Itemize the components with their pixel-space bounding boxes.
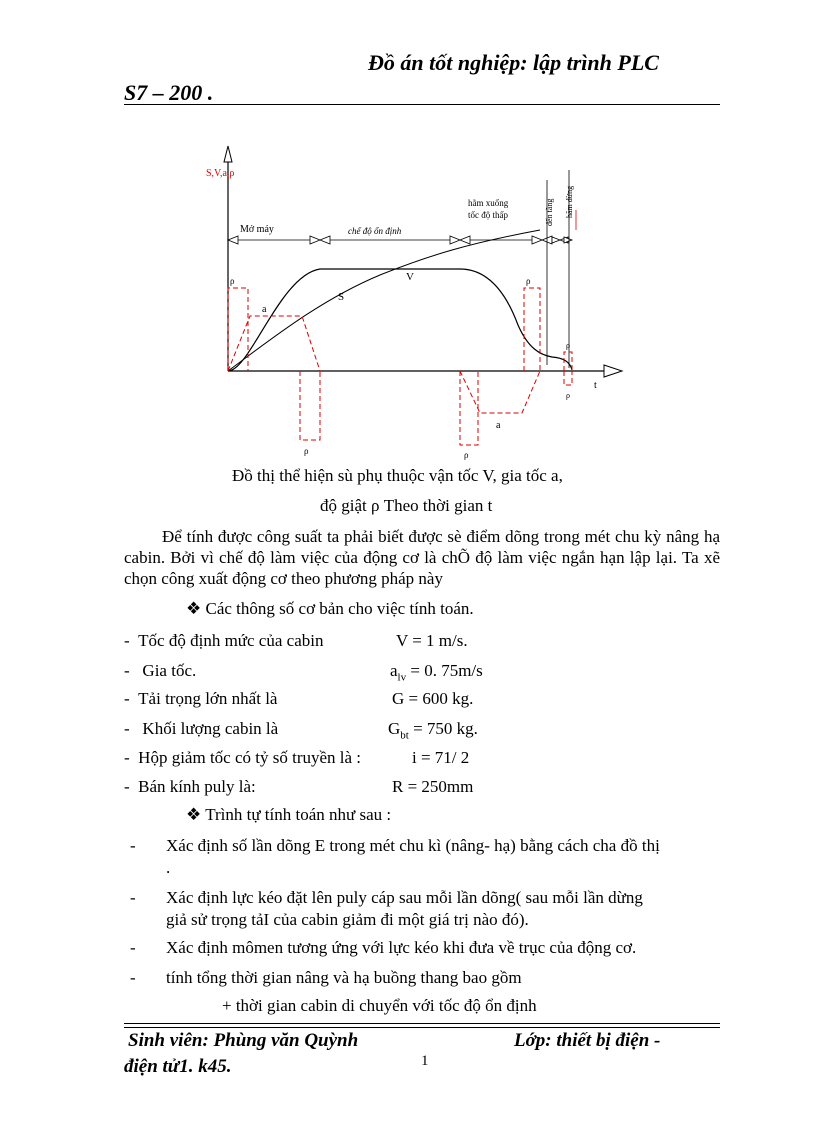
param-label: Bán kính puly là: — [138, 777, 256, 796]
jerk-label-2: ρ — [304, 446, 309, 456]
param-label: Tải trọng lớn nhất là — [138, 689, 278, 708]
footer-class-cont: điện tử1. k45. — [124, 1056, 232, 1077]
jerk-label-5: ρ — [566, 341, 570, 350]
footer-class: Lớp: thiết bị điện - — [514, 1030, 661, 1051]
param-row: - Gia tốc. — [124, 661, 197, 680]
param-value: $G_{bt} = 750$ kg. — [388, 719, 478, 742]
caption-line-2: độ giật ρ Theo thời gian t — [320, 496, 493, 515]
phase-steady-label: chế độ ổn định — [348, 226, 402, 236]
step-text: Xác định mômen tương ứng với lực kéo khi đưa về trục của động cơ. — [166, 938, 637, 957]
header-rule — [124, 104, 720, 105]
param-row: - Hộp giảm tốc có tỷ số truyền là : — [124, 748, 362, 767]
section1-heading — [186, 599, 474, 619]
jerk-label-1: ρ — [230, 276, 235, 286]
param-label: Khối lượng cabin là — [142, 719, 279, 738]
x-axis-arrow-icon — [604, 365, 622, 377]
sub-item: + thời gian cabin di chuyển với tốc độ ổn định — [222, 996, 537, 1015]
phase-slow-label-1: hãm xuống — [468, 198, 509, 208]
param-row: - Tải trọng lớn nhất là — [124, 689, 278, 708]
jerk-label-6: ρ — [566, 391, 570, 400]
header-subtitle: S7 – 200 . — [124, 80, 214, 105]
step-item: - tính tổng thời gian nâng và hạ buồng thang bao gồm — [130, 966, 726, 990]
intro-text: Để tính được công suất ta phải biết được sè điểm dõng trong mét chu kỳ nâng hạ cabin. Bởi vì chế độ làm việc của động cơ là chÕ độ làm việc ngắn hạn lập lại. Ta xẽ chọn công xuất động cơ theo phương pháp này — [124, 527, 720, 588]
caption-line-1: Đồ thị thể hiện sù phụ thuộc vận tốc V, gia tốc a, — [232, 466, 563, 485]
x-axis-label: t — [594, 380, 597, 391]
velocity-curve — [228, 269, 572, 371]
jerk-label-4: ρ — [526, 276, 531, 286]
distance-label: S — [338, 291, 345, 303]
y-axis-arrow-icon — [224, 146, 232, 162]
jerk-label-3: ρ — [464, 450, 469, 460]
step-item: - Xác định số lần dõng E trong mét chu kì (nâng- hạ) bằng cách cha đồ thị . — [130, 834, 726, 880]
phase-start-label: Mở máy — [240, 224, 274, 235]
param-label: Tốc độ định mức của cabin — [138, 631, 324, 650]
distance-curve — [228, 230, 540, 371]
phase-stop-label: hãm dừng — [565, 185, 574, 218]
param-value: G = 600 kg. — [392, 689, 474, 708]
diamond-bullet-icon: ❖ — [186, 805, 202, 824]
param-row: - Tốc độ định mức của cabin — [124, 631, 324, 650]
param-value: R = 250mm — [392, 777, 474, 796]
velocity-label: V — [406, 271, 414, 283]
section2-title: Trình tự tính toán như sau : — [205, 805, 392, 824]
diamond-bullet-icon: ❖ — [186, 599, 202, 618]
step-text: tính tổng thời gian nâng và hạ buồng thang bao gồm — [166, 968, 522, 987]
footer-rule — [124, 1023, 720, 1024]
step-item: - Xác định lực kéo đặt lên puly cáp sau mỗi lần dõng( sau mỗi lần dừng giả sử trọng tảI của cabin giảm đi một giá trị nào đó). — [130, 886, 726, 932]
param-row: - Bán kính puly là: — [124, 777, 256, 796]
y-axis-label: S,V,a,ρ — [206, 168, 235, 179]
phase-level-label: đến tầng — [545, 198, 554, 226]
param-label: Hộp giảm tốc có tỷ số truyền là : — [138, 748, 362, 767]
intro-paragraph — [124, 526, 720, 589]
phase-slow-label-2: tốc độ thấp — [468, 210, 508, 220]
page-number: 1 — [421, 1053, 429, 1069]
acceleration-curve — [228, 316, 540, 413]
accel-label-top: a — [262, 304, 267, 315]
param-label: Gia tốc. — [142, 661, 197, 680]
step-text: Xác định lực kéo đặt lên puly cáp sau mỗi lần dõng( sau mỗi lần dừng — [166, 888, 643, 907]
motion-diagram — [180, 140, 640, 460]
section1-title: Các thông số cơ bản cho việc tính toán. — [205, 599, 474, 618]
param-row: - Khối lượng cabin là — [124, 719, 279, 738]
header-title: Đồ án tốt nghiệp: lập trình PLC — [368, 50, 659, 75]
param-value: $a_{lv} = 0$. 75m/s — [390, 661, 483, 684]
footer-student: Sinh viên: Phùng văn Quỳnh — [128, 1030, 359, 1051]
jerk-curve — [228, 288, 572, 445]
section2-heading — [186, 805, 391, 825]
step-item: - Xác định mômen tương ứng với lực kéo khi đưa về trục của động cơ. — [130, 936, 726, 960]
accel-label-bottom: a — [496, 420, 501, 431]
param-value: V = 1 m/s. — [396, 631, 468, 650]
param-value: i = 71/ 2 — [412, 748, 470, 767]
step-text: Xác định số lần dõng E trong mét chu kì (nâng- hạ) bằng cách cha đồ thị — [166, 836, 660, 855]
footer-rule-thin — [124, 1027, 720, 1028]
